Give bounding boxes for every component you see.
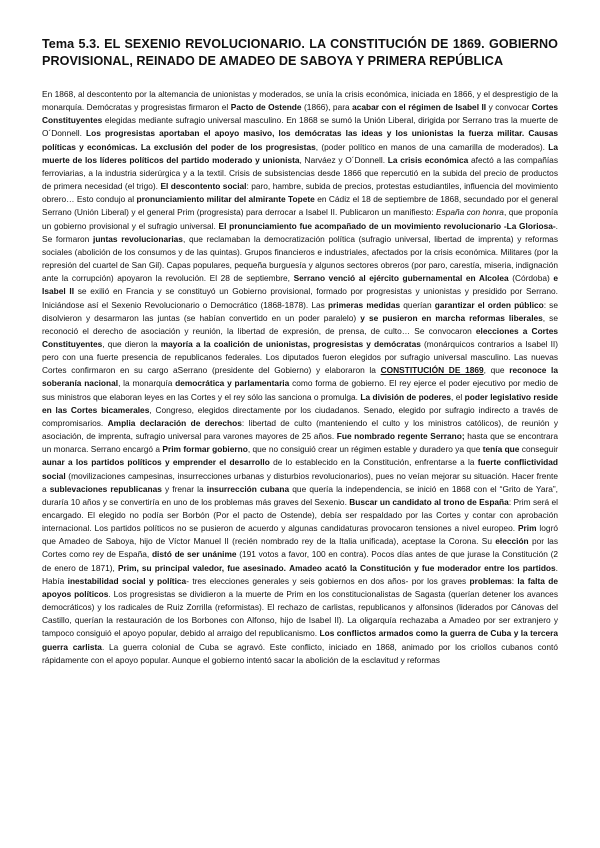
body-text: - tres elecciones generales y seis gobiernos en dos años- por los graves [186,575,470,586]
emphasis-text: elección [495,536,529,547]
emphasis-text: El pronunciamiento fue acompañado de un movimiento revolucionario -La Gloriosa- [218,220,556,231]
emphasis-text: inestabilidad social y política [67,575,187,586]
emphasis-text: Los conflictos armados como la guerra de Cuba y la tercera guerra carlista [42,628,558,652]
emphasis-text: sublevaciones republicanas [49,483,162,494]
body-text: . Había [42,562,558,586]
body-text: conseguir [519,444,558,455]
document-page [42,36,558,836]
emphasis-text: tenía que [482,444,520,455]
body-text: , que no consiguió crear un régimen estable y duradero ya que [247,444,483,455]
body-text: . Los progresistas se dividieron a la muerte de Prim en los constitucionalistas de Sagasta (querían detener los avances democráticos) y los radicales de Ruiz Zorrilla (reformistas). El rechazo de carlistas, republicanos y alfonsinos (liderados por Cánovas del Castillo, querían la restauración de los Borbones con Alfonso, hijo de Isabel II). La oligarquía rechazaba a Amadeo por ser extranjero y tampoco consiguió el apoyo popular, debido al arraigo del republicanismo. [42,588,558,639]
emphasis-text: fuerte conflictividad social [42,457,558,481]
emphasis-text: Amadeo acató la Constitución y fue moderador entre los partidos [289,562,556,573]
document-body [42,88,558,667]
emphasis-text: Prim, su principal valedor, fue asesinado. [117,562,286,573]
body-text: , se reconoció el derecho de asociación y reunión, la libertad de expresión, de prensa, de culto… Se convocaron [42,312,558,336]
emphasis-text: Cortes Constituyentes [42,102,558,126]
body-text: (monárquicos contrarios a Isabel II) pero con una fuerte presencia de republicanos federales. Los diputados fueron elegidos por sufragio universal masculino. Las nuevas Cortes confirmaron en su cargo aSerrano (presidente del Gobierno) y elaboraron la [42,338,558,376]
emphasis-text: Prim formar gobierno [162,444,248,455]
body-text: en Cádiz el 18 de septiembre de 1868, secundado por el general Serrano (Unión Liberal) y el general Prim (progresista) para derrocar a Isabel II. Publicaron un manifiesto: [42,194,558,218]
emphasis-text: reconoce la soberanía nacional [42,365,558,389]
body-text: , que [483,365,510,376]
emphasis-text: garantizar el orden público [434,299,544,310]
body-text: (Córdoba) [508,273,554,284]
emphasis-text: insurrección cubana [206,483,290,494]
body-text: . Se formaron [42,220,558,244]
body-text: : libertad de culto (manteniendo el culto y los ministros católicos), de reunión y asociación, de imprenta, sufragio universal para varones mayores de 25 años. [42,417,558,442]
body-text: hasta que se encontrara un monarca. Serrano encargó a [42,431,558,455]
emphasis-text: Buscar un candidato al trono de España [349,496,509,507]
body-text: se exilió en Francia y se constituyó un Gobierno provisional, formado por progresistas y unionistas y presidido por Serrano. Iniciándose así el Sexenio Revolucionario o Democrático (1868-1878). Las [42,286,558,310]
body-text: : se disolvieron y desarmaron las juntas (se habían convertido en un poder paralelo) [42,299,558,323]
emphasis-text: Amplia declaración de derechos [107,417,242,428]
body-text: : [511,575,518,586]
emphasis-text: CONSTITUCIÓN DE 1869 [380,365,484,376]
emphasis-text: la falta de apoyos políticos [42,575,558,599]
body-text: y frenar la [161,483,207,494]
emphasis-text: La división de poderes [360,391,452,402]
body-text: de lo establecido en la Constitución, enfrentarse a la [269,457,478,468]
body-text: , Congreso, elegidos directamente por los ciudadanos. Senado, elegido por sufragio indirecto a través de compromisarios. [42,404,558,428]
body-text: , el [451,391,465,402]
emphasis-text: La muerte de los líderes políticos del partido moderado y unionista [42,141,558,165]
emphasis-text: La exclusión del poder de los progresistas [140,141,316,152]
emphasis-text: La crisis económica [387,154,469,165]
emphasis-text: acabar con el régimen de Isabel II [352,102,487,113]
body-text: , que reclamaban la democratización política (sufragio universal, libertad de imprenta) y reformas sociales (abolición de los consumos y de las quintas). Grupos financieros e industriales, afectados por la crisis económica. Militares (por la represión del cuartel de San Gil). Capas populares, pequeña burguesía y algunos sectores obreros (por paro, carestía, miseria, indignación ante la corrupción) apoyaron la revolución. El 28 de septiembre, [42,233,558,284]
emphasis-text: Serrano venció al ejército gubernamental en Alcolea [293,273,509,284]
body-text: , que proponía un gobierno provisional y el sufragio universal. [42,207,558,231]
emphasis-text: Prim [517,523,537,534]
emphasis-text: El descontento social [160,181,247,192]
emphasis-text: Pacto de Ostende [230,102,302,113]
body-text: que quería la independencia, se inició en 1868 con el “Grito de Yara”, duraría 10 años y se convertiría en uno de los problemas más graves del Sexenio. [42,483,558,507]
emphasis-text: primeras medidas [327,299,401,310]
body-text: , Narváez y O´Donnell. [299,154,388,165]
emphasis-text: problemas [469,575,512,586]
emphasis-text: Los progresistas aportaban el apoyo masivo, los demócratas las ideas y los unionistas la fuerza militar. Causas políticas y económicas. [42,128,558,152]
emphasis-text: juntas revolucionarias [93,233,183,244]
body-text: como forma de gobierno. El rey ejerce el poder ejecutivo por medio de sus ministros que elaboran leyes en las Cortes y el rey sólo las sanciona o promulga. [42,378,558,402]
emphasis-text: Fue nombrado regente Serrano; [336,431,465,442]
emphasis-text: e Isabel II [42,273,558,297]
body-text: afectó a las compañías ferroviarias, a la industria siderúrgica y a la textil. Crisis de subsistencias desde 1866 que repercutió en la subida del precio de productos de primera necesidad (el trigo). [42,154,558,192]
emphasis-text: España con honra [436,207,504,218]
emphasis-text: poder legislativo reside en las Cortes bicamerales [42,391,558,415]
body-text: . La guerra colonial de Cuba se agravó. Este conflicto, iniciado en 1868, animado por los criollos cubanos contó rápidamente con el apoyo popular. Aunque el gobierno intentó sacar la abolición de la esclavitud y reformas [42,641,558,665]
body-text: , que dieron la [102,338,161,349]
body-text: por las Cortes como rey de España, [42,536,558,560]
body-text: elegidas mediante sufragio universal masculino. En 1868 se sumó la Unión Liberal, dirigida por Serrano tras la muerte de O´Donnell. [42,115,558,139]
emphasis-text: aunar a los partidos políticos y emprender el desarrollo [42,457,270,468]
body-text: : paro, hambre, subida de precios, protestas estudiantiles, influencia del movimiento obrero… Esto condujo al [42,181,558,205]
body-text: (191 votos a favor, 100 en contra). Pocos días antes de que jurase la Constitución (2 de enero de 1871), [42,549,558,573]
body-text: , la monarquía [118,378,176,389]
document-title: Tema 5.3. EL SEXENIO REVOLUCIONARIO. LA CONSTITUCIÓN DE 1869. GOBIERNO PROVISIONAL, REINADO DE AMADEO DE SABOYA Y PRIMERA REPÚBLICA [42,37,558,68]
body-text: (movilizaciones campesinas, insurrecciones urbanas y disturbios revolucionarios), pues no veían mejorar su situación. Hacer frente a [42,470,558,494]
body-text: y convocar [486,102,532,113]
emphasis-text: mayoría a la coalición de unionistas, progresistas y demócratas [160,338,421,349]
emphasis-text: elecciones a Cortes Constituyentes [42,325,558,349]
emphasis-text: distó de ser unánime [151,549,237,560]
body-text: , (poder político en manos de una camarilla de moderados). [315,141,549,152]
body-text: : Prim será el encargado. El elegido no podía ser Borbón (Por el pacto de Ostende), debía ser respaldado por las Cortes y contar con aprobación internacional. Los partidos políticos no se pusieron de acuerdo y algunas candidaturas provocaron tensiones a nivel europeo. [42,496,558,534]
emphasis-text: y se pusieron en marcha reformas liberales [360,312,543,323]
emphasis-text: democrática y parlamentaria [175,378,290,389]
body-text: logró que Amadeo de Saboya, hijo de Víctor Manuel II (recién nombrado rey de la Italia unificada), aceptase la Corona. Su [42,523,558,547]
emphasis-text: pronunciamiento militar del almirante Topete [136,194,315,205]
body-text: (1866), para [301,102,353,113]
body-text: En 1868, al descontento por la altemancia de unionistas y moderados, se unía la crisis económica, iniciada en 1866, y el desprestigio de la monarquía. Demócratas y progresistas firmaron el [42,89,558,113]
body-text: querían [400,299,435,310]
